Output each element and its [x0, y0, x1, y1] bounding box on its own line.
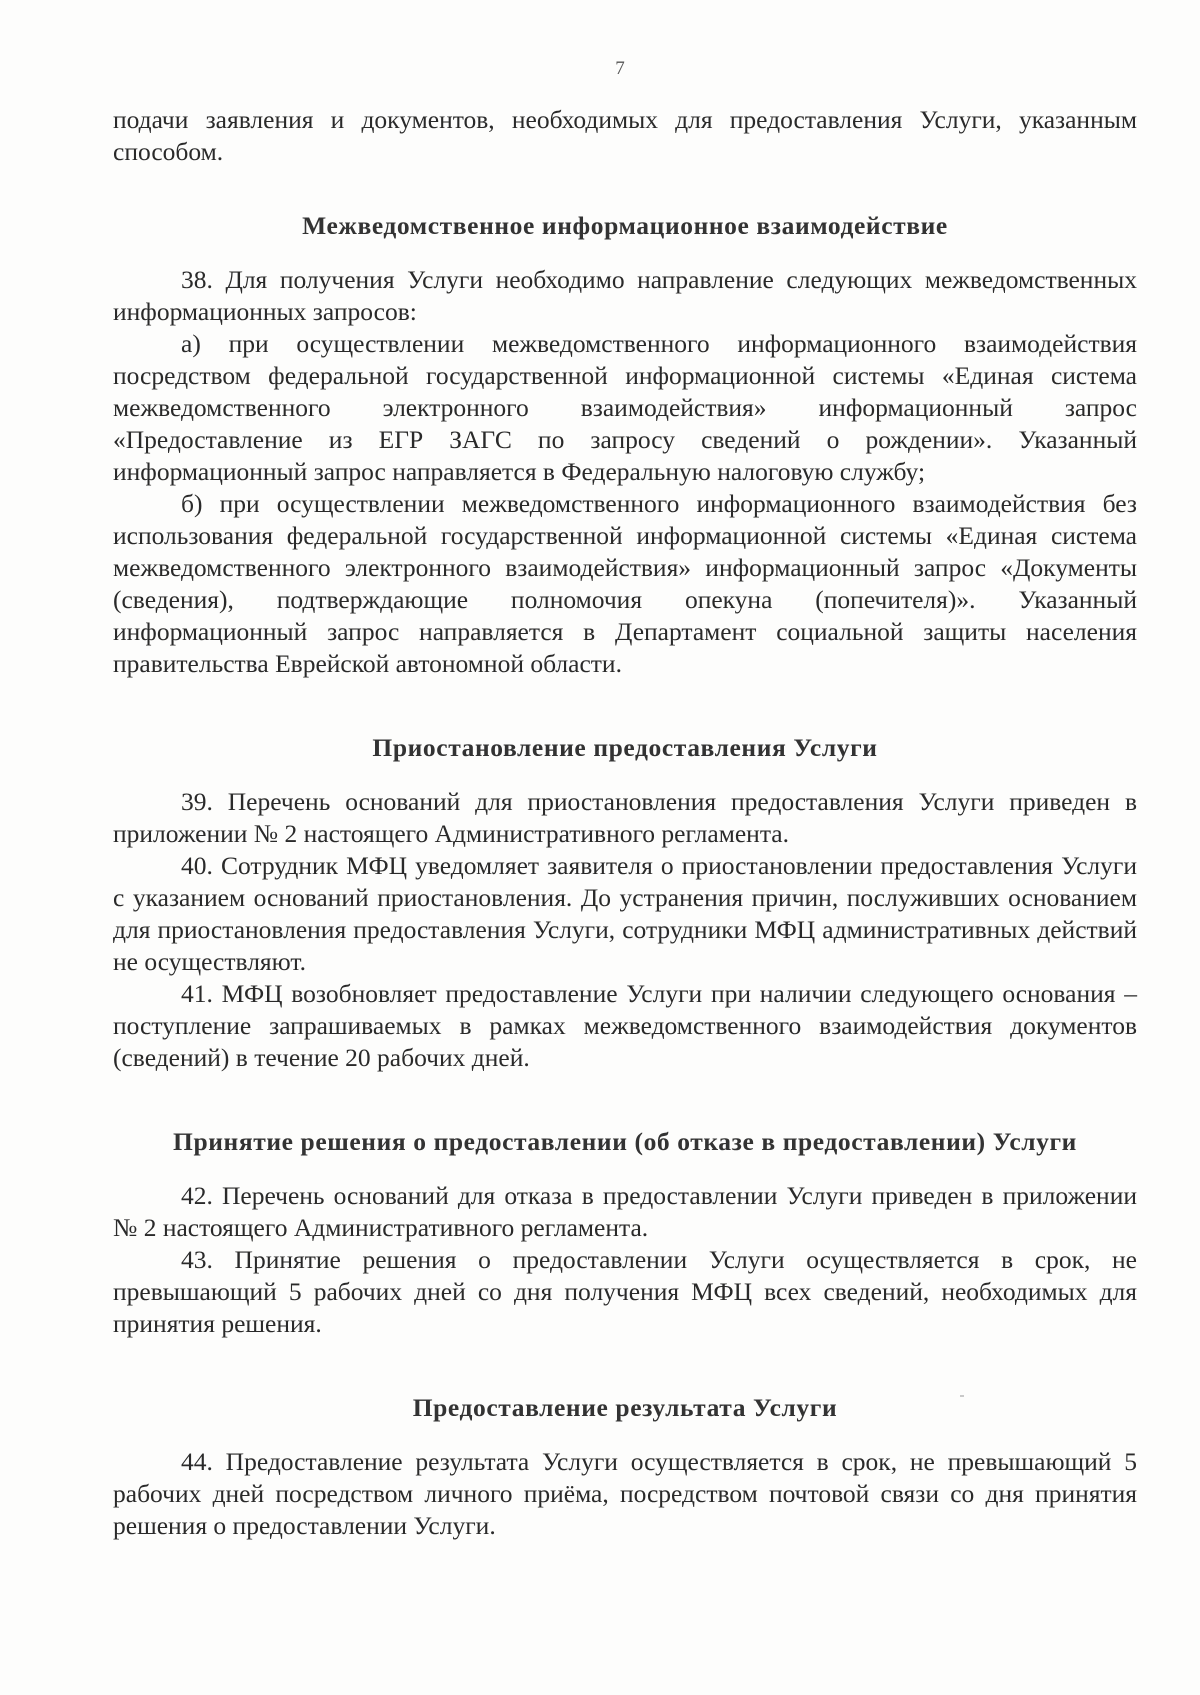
paragraph-intro-continuation: подачи заявления и документов, необходимых для предоставления Услуги, указанным способом.: [113, 105, 1137, 166]
paragraph-38a: а) при осуществлении межведомственного информационного взаимодействия посредством федеральной государственной информационной системы «Единая система межведомственного электронного взаимодействия» информационный запрос «Предоставление из ЕГР ЗАГС по запросу сведений о рождении». Указанный информационный запрос направляется в Федеральную налоговую службу;: [113, 329, 1137, 486]
paragraph-44: 44. Предоставление результата Услуги осуществляется в срок, не превышающий 5 рабочих дней посредством личного приёма, посредством почтовой связи со дня принятия решения о предоставлении Услуги.: [113, 1447, 1137, 1540]
paragraph-38b: б) при осуществлении межведомственного информационного взаимодействия без использования федеральной государственной информационной системы «Единая система межведомственного электронного взаимодействия» информационный запрос «Документы (сведения), подтверждающие полномочия опекуна (попечителя)». Указанный информационный запрос направляется в Департамент социальной защиты населения правительства Еврейской автономной области.: [113, 489, 1137, 678]
document-body: [113, 104, 1137, 1542]
paragraph-42: 42. Перечень оснований для отказа в предоставлении Услуги приведен в приложении № 2 настоящего Административного регламента.: [113, 1181, 1137, 1242]
heading-suspension: Приостановление предоставления Услуги: [372, 733, 878, 762]
paragraph-39: 39. Перечень оснований для приостановления предоставления Услуги приведен в приложении № 2 настоящего Административного регламента.: [113, 787, 1137, 848]
paragraph-38: 38. Для получения Услуги необходимо направление следующих межведомственных информационных запросов:: [113, 265, 1137, 326]
paragraph-43: 43. Принятие решения о предоставлении Услуги осуществляется в срок, не превышающий 5 рабочих дней со дня получения МФЦ всех сведений, необходимых для принятия решения.: [113, 1245, 1137, 1338]
heading-interagency-interaction: Межведомственное информационное взаимодействие: [302, 211, 948, 240]
heading-decision: Принятие решения о предоставлении (об отказе в предоставлении) Услуги: [173, 1127, 1077, 1156]
scan-artifact: [960, 1395, 964, 1397]
heading-result: Предоставление результата Услуги: [412, 1393, 838, 1422]
paragraph-40: 40. Сотрудник МФЦ уведомляет заявителя о приостановлении предоставления Услуги с указанием оснований приостановления. До устранения причин, послуживших основанием для приостановления предоставления Услуги, сотрудники МФЦ административных действий не осуществляют.: [113, 851, 1137, 976]
page-number: 7: [615, 58, 625, 79]
paragraph-41: 41. МФЦ возобновляет предоставление Услуги при наличии следующего основания – поступление запрашиваемых в рамках межведомственного взаимодействия документов (сведений) в течение 20 рабочих дней.: [113, 979, 1137, 1072]
